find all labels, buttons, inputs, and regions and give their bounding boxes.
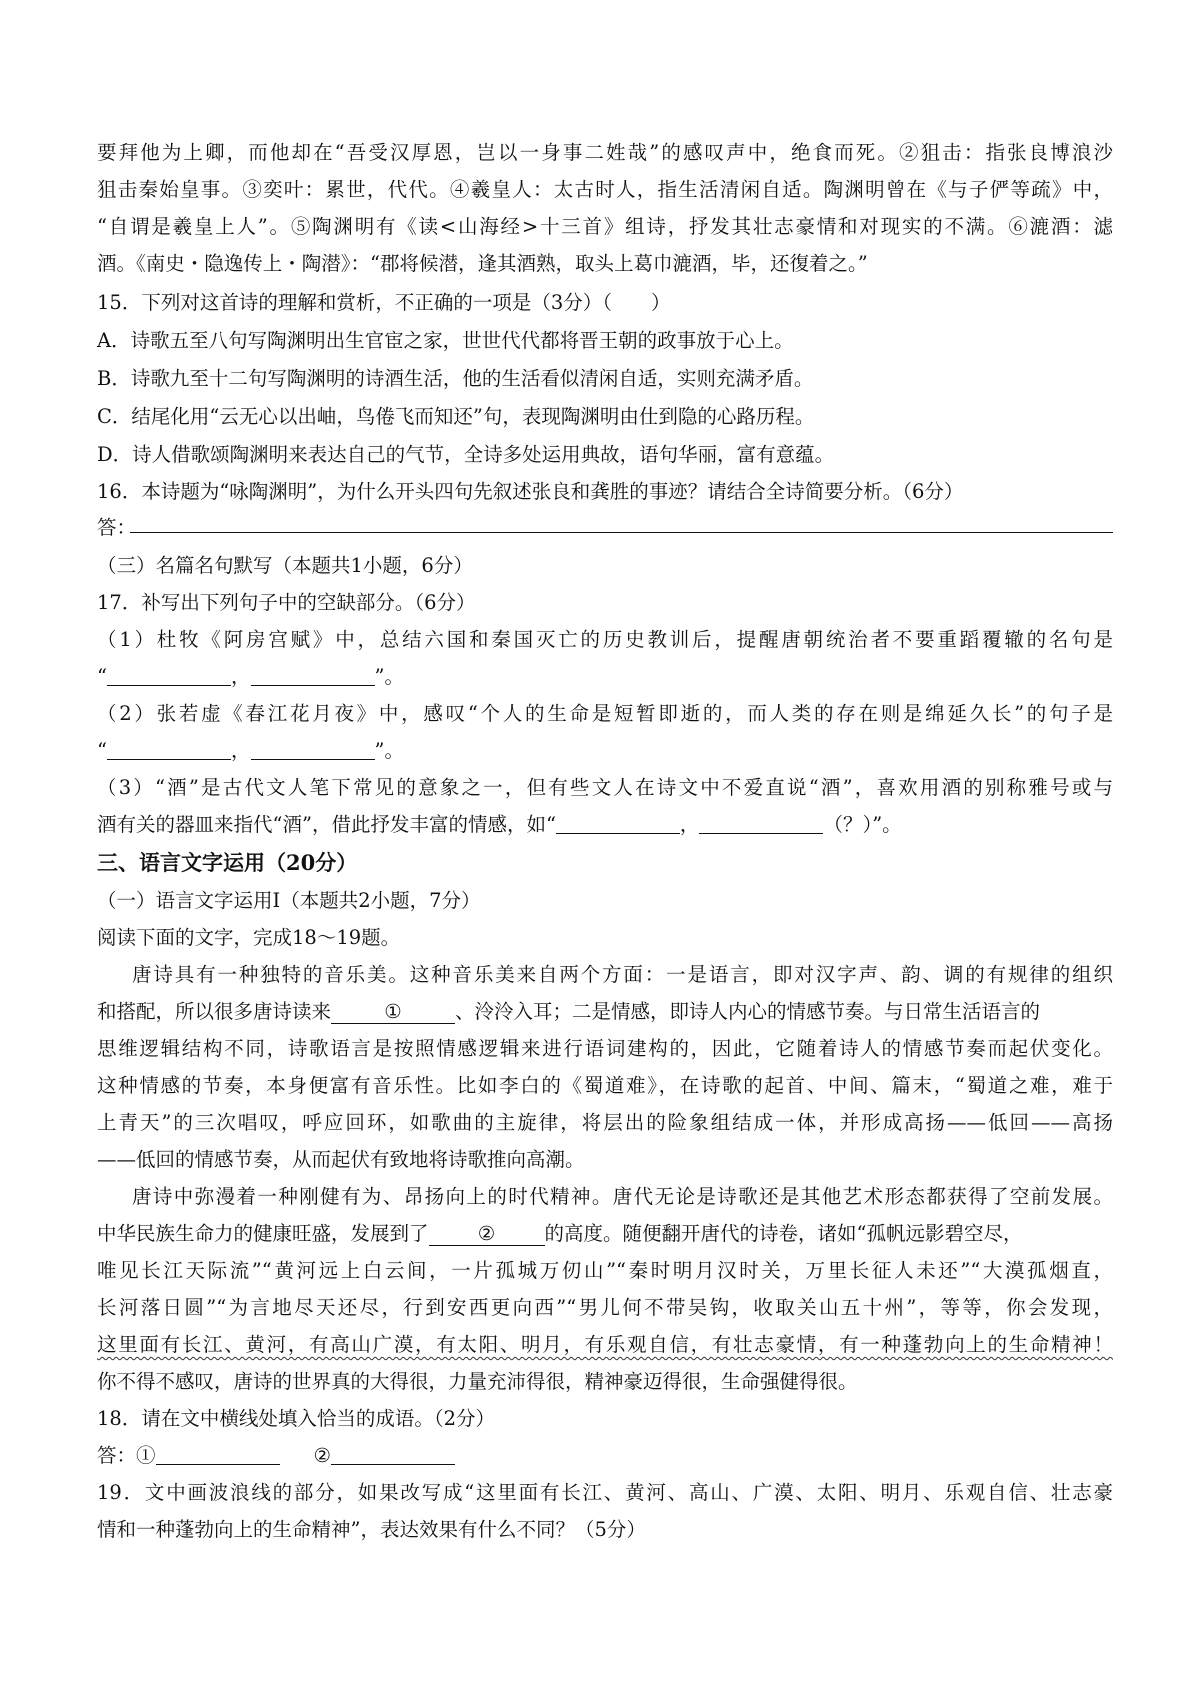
passage-line: 唐诗具有一种独特的音乐美。这种音乐美来自两个方面：一是语言，即对汉字声、韵、调的有规律的组织	[132, 963, 1113, 986]
fill-blank	[251, 739, 375, 760]
reading-instruction: 阅读下面的文字，完成18～19题。	[97, 926, 401, 949]
fill-blank	[107, 739, 231, 760]
fill-blank	[699, 813, 823, 834]
answer-line	[130, 532, 1113, 533]
note-line: “自谓是羲皇上人”。⑤陶渊明有《读<山海经>十三首》组诗，抒发其壮志豪情和对现实的不满。⑥漉酒：滤	[97, 215, 1113, 238]
subsection-title: （一）语言文字运用Ⅰ（本题共2小题，7分）	[97, 889, 481, 912]
question-18-answer: 答：① ②	[97, 1443, 1113, 1469]
wavy-underlined-sentence: 这里面有长江、黄河，有高山广漠，有太阳、明月，有乐观自信，有壮志豪情，有一种蓬勃向上的生命精神！	[97, 1333, 1113, 1356]
question-19-stem-cont: 情和一种蓬勃向上的生命精神”，表达效果有什么不同？（5分）	[97, 1518, 646, 1541]
question-17-part3: （3）“酒”是古代文人笔下常见的意象之一，但有些文人在诗文中不爱直说“酒”，喜欢用酒的别称雅号或与	[97, 776, 1113, 799]
question-17-part2: （2）张若虚《春江花月夜》中，感叹“个人的生命是短暂即逝的，而人类的存在则是绵延久长”的句子是	[97, 702, 1113, 725]
question-16-answer-label: 答：	[97, 516, 137, 539]
fill-blank	[156, 1444, 280, 1465]
question-16-stem: 16．本诗题为“咏陶渊明”，为什么开头四句先叙述张良和龚胜的事迹？请结合全诗简要分析。（6分）	[97, 480, 964, 503]
fill-blank	[251, 665, 375, 686]
question-17-part2-blanks: “ ， ”。	[97, 739, 404, 762]
passage-line: 上青天”的三次唱叹，呼应回环，如歌曲的主旋律，将层出的险象组结成一体，并形成高扬——低回——高扬	[97, 1111, 1113, 1134]
note-line: 要拜他为上卿，而他却在“吾受汉厚恩，岂以一身事二姓哉”的感叹声中，绝食而死。②狙击：指张良博浪沙	[97, 141, 1113, 164]
passage-line: ——低回的情感节奏，从而起伏有致地将诗歌推向高潮。	[97, 1148, 585, 1171]
passage-line: 中华民族生命力的健康旺盛，发展到了 ② 的高度。随便翻开唐代的诗卷，诸如“孤帆远影碧空尽，	[97, 1222, 1023, 1245]
passage-line: 和搭配，所以很多唐诗读来 ① 、泠泠入耳；二是情感，即诗人内心的情感节奏。与日常生活语言的	[97, 1000, 1041, 1023]
fill-blank-2: ②	[429, 1223, 545, 1246]
question-18-stem: 18．请在文中横线处填入恰当的成语。（2分）	[97, 1407, 495, 1430]
fill-blank-1: ①	[331, 1001, 455, 1024]
question-17-part3-line2: 酒有关的器皿来指代“酒”，借此抒发丰富的情感，如“ ， （？）”。	[97, 813, 902, 836]
question-15-option-d: D．诗人借歌颂陶渊明来表达自己的气节，全诗多处运用典故，语句华丽，富有意蕴。	[97, 443, 835, 466]
passage-line: 唯见长江天际流”“黄河远上白云间，一片孤城万仞山”“秦时明月汉时关，万里长征人未还”“大漠孤烟直，	[97, 1259, 1113, 1282]
passage-line: 思维逻辑结构不同，诗歌语言是按照情感逻辑来进行语词建构的，因此，它随着诗人的情感节奏而起伏变化。	[97, 1037, 1113, 1060]
question-15-stem: 15．下列对这首诗的理解和赏析，不正确的一项是（3分）（ ）	[97, 291, 671, 314]
passage-line: 这种情感的节奏，本身便富有音乐性。比如李白的《蜀道难》，在诗歌的起首、中间、篇末，“蜀道之难，难于	[97, 1074, 1113, 1097]
subsection-title: （三）名篇名句默写（本题共1小题，6分）	[97, 554, 473, 577]
fill-blank	[331, 1444, 455, 1465]
passage-line: 长河落日圆”“为言地尽天还尽，行到安西更向西”“男儿何不带吴钩，收取关山五十州”，等等，你会发现，	[97, 1296, 1113, 1319]
question-15-option-a: A．诗歌五至八句写陶渊明出生官宦之家，世世代代都将晋王朝的政事放于心上。	[97, 329, 794, 352]
question-19-stem: 19．文中画波浪线的部分，如果改写成“这里面有长江、黄河、高山、广漠、太阳、明月、乐观自信、壮志豪	[97, 1481, 1113, 1504]
question-17-stem: 17．补写出下列句子中的空缺部分。（6分）	[97, 591, 476, 614]
passage-line: 唐诗中弥漫着一种刚健有为、昂扬向上的时代精神。唐代无论是诗歌还是其他艺术形态都获得了空前发展。	[132, 1185, 1113, 1208]
question-17-part1: （1）杜牧《阿房宫赋》中，总结六国和秦国灭亡的历史教训后，提醒唐朝统治者不要重蹈覆辙的名句是	[97, 628, 1113, 651]
question-15-option-b: B．诗歌九至十二句写陶渊明的诗酒生活，他的生活看似清闲自适，实则充满矛盾。	[97, 367, 814, 390]
section-title: 三、语言文字运用（20分）	[97, 850, 358, 875]
note-line: 酒。《南史・隐逸传上・陶潜》：“郡将候潜，逢其酒熟，取头上葛巾漉酒，毕，还復着之。”	[97, 252, 868, 275]
note-line: 狙击秦始皇事。③奕叶：累世，代代。④羲皇人：太古时人，指生活清闲自适。陶渊明曾在《与子俨等疏》中，	[97, 178, 1113, 201]
fill-blank	[107, 665, 231, 686]
question-15-option-c: C．结尾化用“云无心以出岫，鸟倦飞而知还”句，表现陶渊明由仕到隐的心路历程。	[97, 405, 815, 428]
fill-blank	[556, 813, 680, 834]
question-17-part1-blanks: “ ， ”。	[97, 665, 404, 688]
passage-line: 你不得不感叹，唐诗的世界真的大得很，力量充沛得很，精神豪迈得很，生命强健得很。	[97, 1370, 858, 1393]
